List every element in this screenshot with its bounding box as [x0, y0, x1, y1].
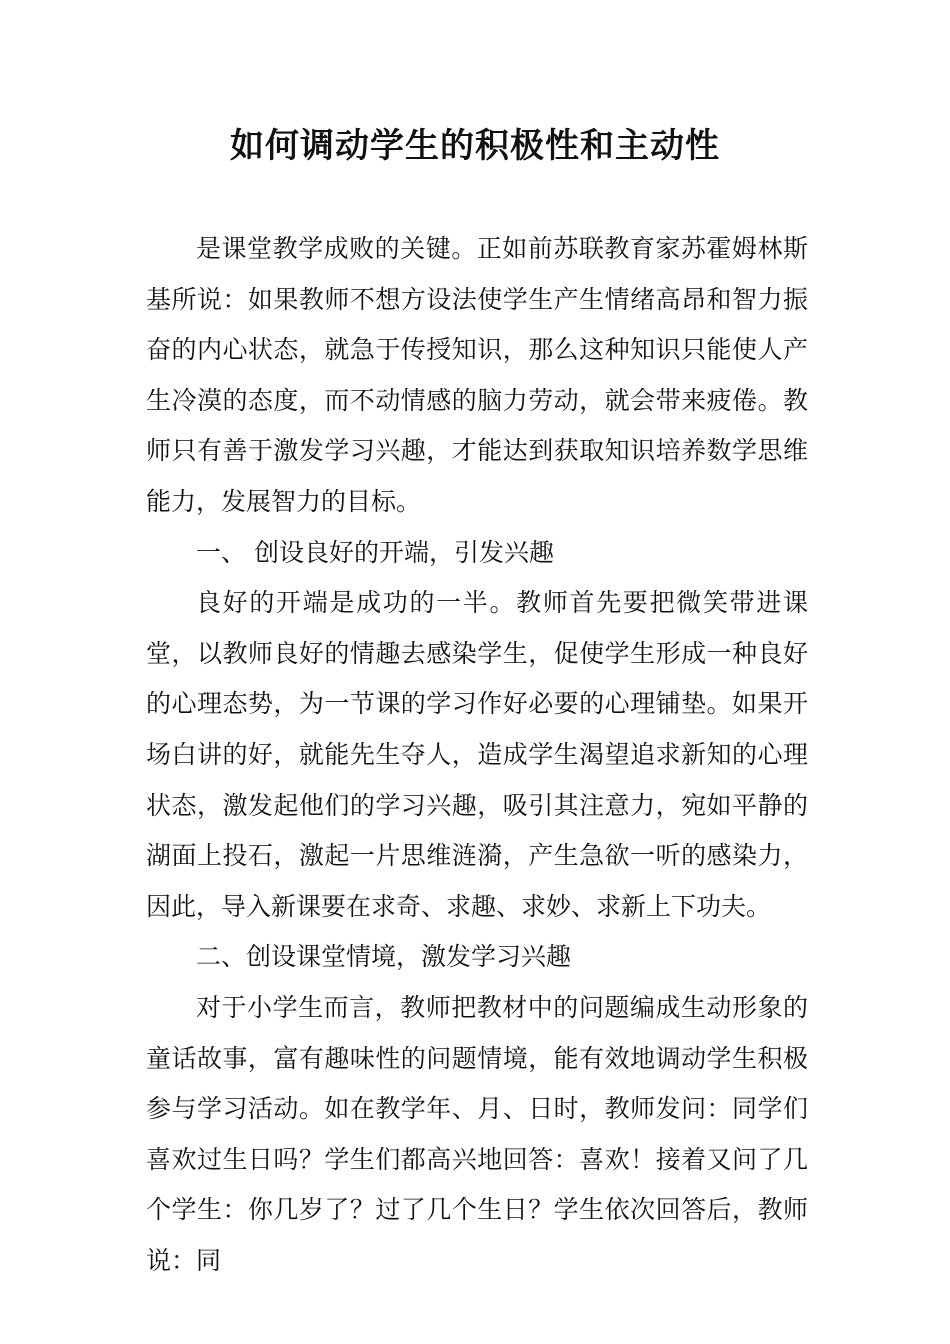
paragraph-section-1: 良好的开端是成功的一半。教师首先要把微笑带进课堂，以教师良好的情趣去感染学生，促使学生形成一种良好的心理态势，为一节课的学习作好必要的心理铺垫。如果开场白讲的好，就能先生夺人，造成学生渴望追求新知的心理状态，激发起他们的学习兴趣，吸引其注意力，宛如平静的湖面上投石，激起一片思维涟漪，产生急欲一听的感染力，因此，导入新课要在求奇、求趣、求妙、求新上下功夫。	[146, 588, 808, 921]
paragraph-section-2: 对于小学生而言，教师把教材中的问题编成生动形象的童话故事，富有趣味性的问题情境，能有效地调动学生积极参与学习活动。如在教学年、月、日时，教师发问：同学们喜欢过生日吗？学生们都高兴地回答：喜欢！接着又问了几个学生：你几岁了？过了几个生日？学生依次回答后，教师说：同	[146, 992, 808, 1275]
section-heading-2: 二、创设课堂情境，激发学习兴趣	[196, 942, 572, 972]
paragraph-intro: 是课堂教学成败的关键。正如前苏联教育家苏霍姆林斯基所说：如果教师不想方设法使学生产生情绪高昂和智力振奋的内心状态，就急于传授知识，那么这种知识只能使人产生冷漠的态度，而不动情感的脑力劳动，就会带来疲倦。教师只有善于激发学习兴趣，才能达到获取知识培养数学思维能力，发展智力的目标。	[146, 234, 808, 516]
section-heading-1: 一、 创设良好的开端，引发兴趣	[196, 537, 554, 567]
document-body	[146, 224, 808, 1286]
document-title: 如何调动学生的积极性和主动性	[230, 126, 720, 166]
